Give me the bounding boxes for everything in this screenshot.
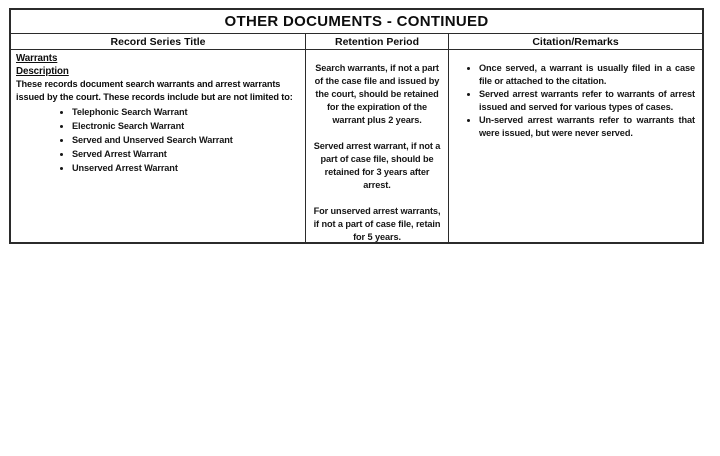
records-retention-table [9,8,704,244]
table-title: OTHER DOCUMENTS - CONTINUED [11,10,702,34]
record-bullet-item: • Served Arrest Warrant [72,148,299,161]
retention-period-cell [305,50,448,242]
citation-bullet-item: • Served arrest warrants refer to warrants of arrest issued and served for various types of cases. [479,88,695,113]
citation-bullet-item: • Un-served arrest warrants refer to warrants that were issued, but were never served. [479,114,695,139]
record-bullet-item: • Served and Unserved Search Warrant [72,134,299,147]
citation-bullet-item: • Once served, a warrant is usually filed in a case file or attached to the citation. [479,62,695,87]
table-header-row [11,34,702,50]
record-bullet-list [16,106,299,175]
record-bullet-item: • Electronic Search Warrant [72,120,299,133]
table-row [11,50,702,242]
header-citation-remarks: Citation/Remarks [448,34,702,49]
header-retention-period: Retention Period [305,34,448,49]
retention-paragraph: Served arrest warrant, if not a part of case file, should be retained for 3 years after arrest. [313,141,441,190]
record-bullet-item: • Unserved Arrest Warrant [72,162,299,175]
citation-bullet-list [453,62,695,139]
record-series-cell [11,50,305,242]
record-bullet-item: • Telephonic Search Warrant [72,106,299,119]
record-heading-warrants: Warrants [16,53,58,64]
record-heading-description: Description [16,66,69,77]
retention-paragraph: Search warrants, if not a part of the case file and issued by the court, should be retained for the expiration of the warrant plus 2 years. [314,63,440,125]
citation-remarks-cell [448,50,702,242]
header-record-series-title: Record Series Title [110,35,206,48]
retention-paragraph: For unserved arrest warrants, if not a part of case file, retain for 5 years. [313,206,441,242]
record-description: These records document search warrants and arrest warrants issued by the court. These records include but are not limited to: [16,79,293,102]
